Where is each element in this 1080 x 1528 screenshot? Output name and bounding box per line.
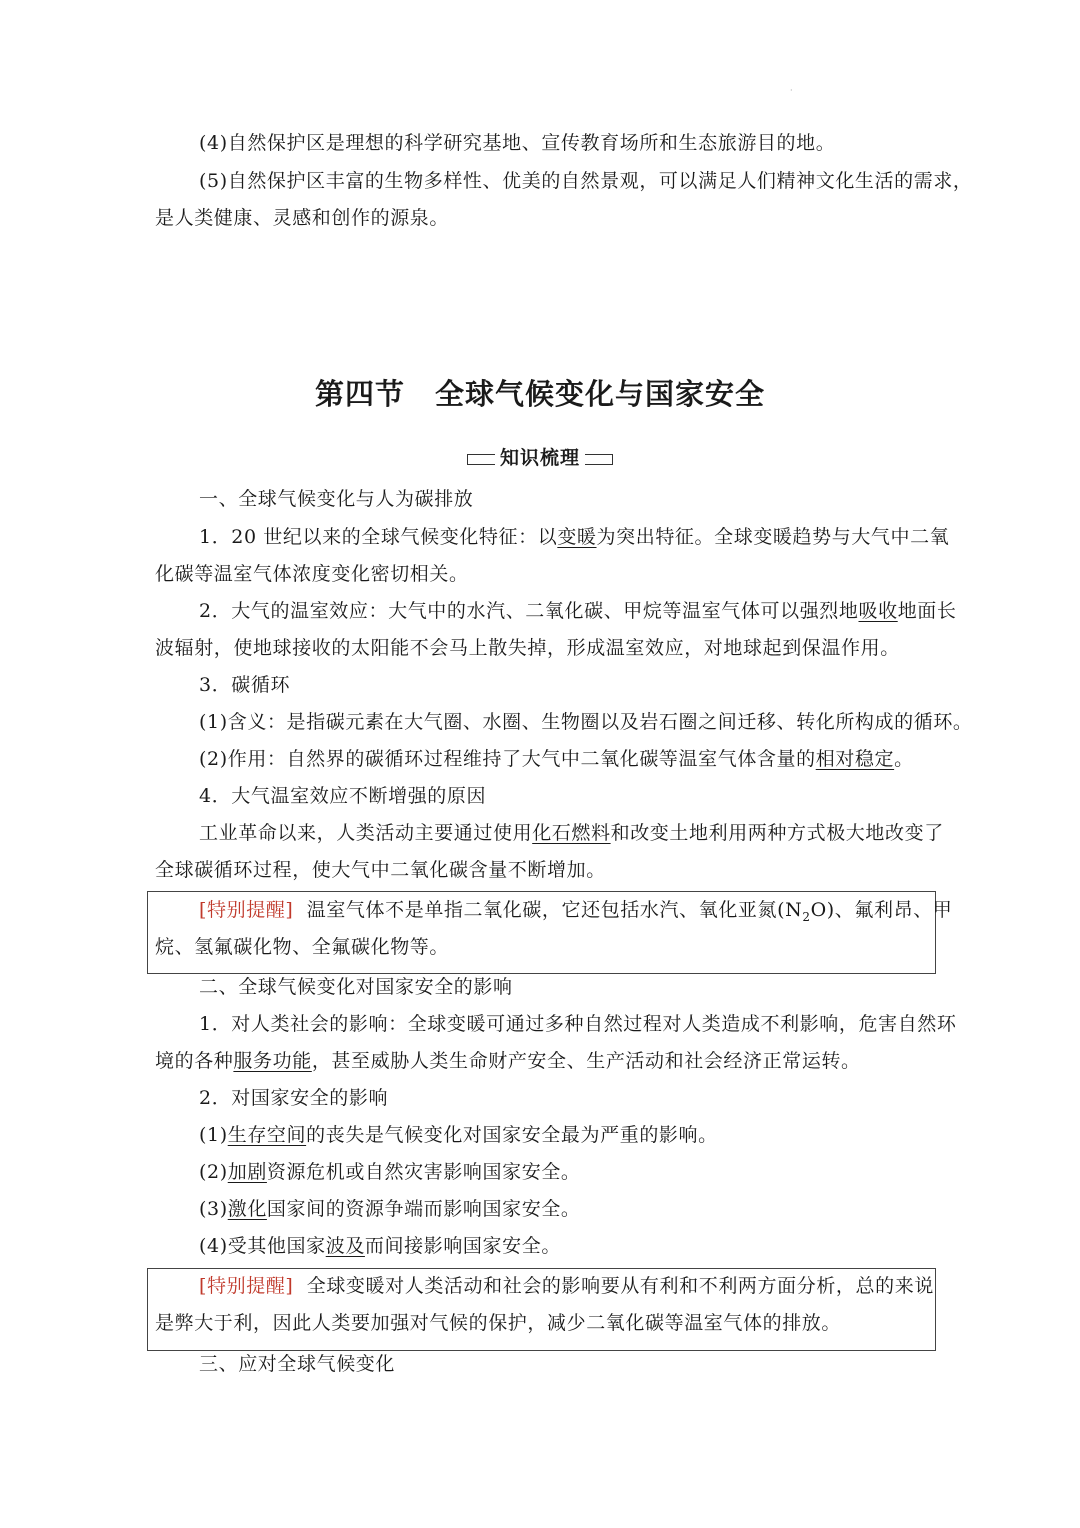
paragraph-5-line-1: (5)自然保护区丰富的生物多样性、优美的自然景观，可以满足人们精神文化生活的需求， xyxy=(199,170,973,192)
tip-1-label: [特别提醒] xyxy=(199,899,294,921)
s2-item-1-text-b: ，甚至威胁人类生命财产安全、生产活动和社会经济正常运转。 xyxy=(311,1050,861,1072)
tip-1-text-b: O)、氟利昂、甲 xyxy=(810,899,953,921)
item-1-keyword: 变暖 xyxy=(557,526,597,548)
item-1-line-1 xyxy=(199,525,949,549)
tip-2-line-2: 是弊大于利，因此人类要加强对气候的保护，减少二氧化碳等温室气体的排放。 xyxy=(155,1312,842,1334)
item-1-text-b: 为突出特征。全球变暖趋势与大气中二氧 xyxy=(596,526,950,548)
s2-item-2-1 xyxy=(199,1123,718,1147)
s2-item-2-1-text: 的丧失是气候变化对国家安全最为严重的影响。 xyxy=(306,1124,718,1146)
badge-label: 知识梳理 xyxy=(495,445,585,471)
knowledge-badge xyxy=(467,445,613,471)
item-4-line-2: 全球碳循环过程，使大气中二氧化碳含量不断增加。 xyxy=(155,859,606,881)
s2-item-1-keyword: 服务功能 xyxy=(233,1050,312,1072)
section-title: 第四节 全球气候变化与国家安全 xyxy=(314,377,765,411)
s2-item-2-3 xyxy=(199,1197,581,1221)
item-3-1: (1)含义：是指碳元素在大气圈、水圈、生物圈以及岩石圈之间迁移、转化所构成的循环。 xyxy=(199,711,973,733)
item-4-text-b: 和改变土地利用两种方式极大地改变了 xyxy=(610,822,944,844)
s2-item-2-1-num: (1) xyxy=(199,1124,228,1146)
s2-item-2-2-text: 资源危机或自然灾害影响国家安全。 xyxy=(266,1161,581,1183)
s2-item-2-4-keyword: 波及 xyxy=(325,1235,365,1257)
s2-item-2-4 xyxy=(199,1234,561,1258)
s2-item-2-3-text: 国家间的资源争端而影响国家安全。 xyxy=(266,1198,581,1220)
s2-item-1-line-1: 1．对人类社会的影响：全球变暖可通过多种自然过程对人类造成不利影响，危害自然环 xyxy=(199,1013,957,1035)
heading-section-3: 三、应对全球气候变化 xyxy=(199,1353,396,1375)
tip-1-text-a: 温室气体不是单指二氧化碳，它还包括水汽、氧化亚氮(N xyxy=(306,899,803,921)
tip-2-label: [特别提醒] xyxy=(199,1275,294,1297)
tip-2-line-1 xyxy=(199,1274,934,1298)
s2-item-2-2-keyword: 加剧 xyxy=(227,1161,267,1183)
s2-item-2-3-num: (3) xyxy=(199,1198,228,1220)
s2-item-2-4-text-a: (4)受其他国家 xyxy=(199,1235,326,1257)
item-3-heading: 3．碳循环 xyxy=(199,674,291,696)
tip-1-line-2: 烷、氢氟碳化物、全氟碳化物等。 xyxy=(155,936,450,958)
item-2-text-b: 地面长 xyxy=(897,600,957,622)
tip-1-subscript: 2 xyxy=(802,909,811,924)
item-2-line-1 xyxy=(199,599,957,623)
item-4-keyword: 化石燃料 xyxy=(532,822,611,844)
tip-1-line-1 xyxy=(199,898,952,929)
item-4-line-1 xyxy=(199,821,944,845)
s2-item-2-3-keyword: 激化 xyxy=(227,1198,267,1220)
item-2-keyword: 吸收 xyxy=(858,600,898,622)
item-4-text-a: 工业革命以来，人类活动主要通过使用 xyxy=(199,822,533,844)
item-1-line-2: 化碳等温室气体浓度变化密切相关。 xyxy=(155,563,469,585)
paragraph-5-line-2: 是人类健康、灵感和创作的源泉。 xyxy=(155,207,450,229)
s2-item-2-4-text-b: 而间接影响国家安全。 xyxy=(364,1235,561,1257)
item-2-text-a: 2．大气的温室效应：大气中的水汽、二氧化碳、甲烷等温室气体可以强烈地 xyxy=(199,600,859,622)
s2-item-2-2 xyxy=(199,1160,581,1184)
item-1-text-a: 1．20 世纪以来的全球气候变化特征：以 xyxy=(199,526,558,548)
s2-item-2-2-num: (2) xyxy=(199,1161,228,1183)
item-3-2-keyword: 相对稳定 xyxy=(815,748,895,770)
item-2-line-2: 波辐射，使地球接收的太阳能不会马上散失掉，形成温室效应，对地球起到保温作用。 xyxy=(155,637,900,659)
paragraph-4: (4)自然保护区是理想的科学研究基地、宣传教育场所和生态旅游目的地。 xyxy=(199,132,836,154)
heading-section-2: 二、全球气候变化对国家安全的影响 xyxy=(199,976,513,998)
s2-item-2-1-keyword: 生存空间 xyxy=(227,1124,307,1146)
s2-item-1-line-2 xyxy=(155,1049,861,1073)
item-3-2-text-a: (2)作用：自然界的碳循环过程维持了大气中二氧化碳等温室气体含量的 xyxy=(199,748,816,770)
tip-2-text: 全球变暖对人类活动和社会的影响要从有利和不利两方面分析，总的来说 xyxy=(306,1275,934,1297)
item-3-2-text-b: 。 xyxy=(894,748,914,770)
heading-section-1: 一、全球气候变化与人为碳排放 xyxy=(199,488,474,510)
item-3-2 xyxy=(199,747,914,771)
s2-item-2-heading: 2．对国家安全的影响 xyxy=(199,1087,389,1109)
page-speck: · xyxy=(790,86,793,95)
item-4-heading: 4．大气温室效应不断增强的原因 xyxy=(199,785,487,807)
s2-item-1-text-a: 境的各种 xyxy=(155,1050,234,1072)
